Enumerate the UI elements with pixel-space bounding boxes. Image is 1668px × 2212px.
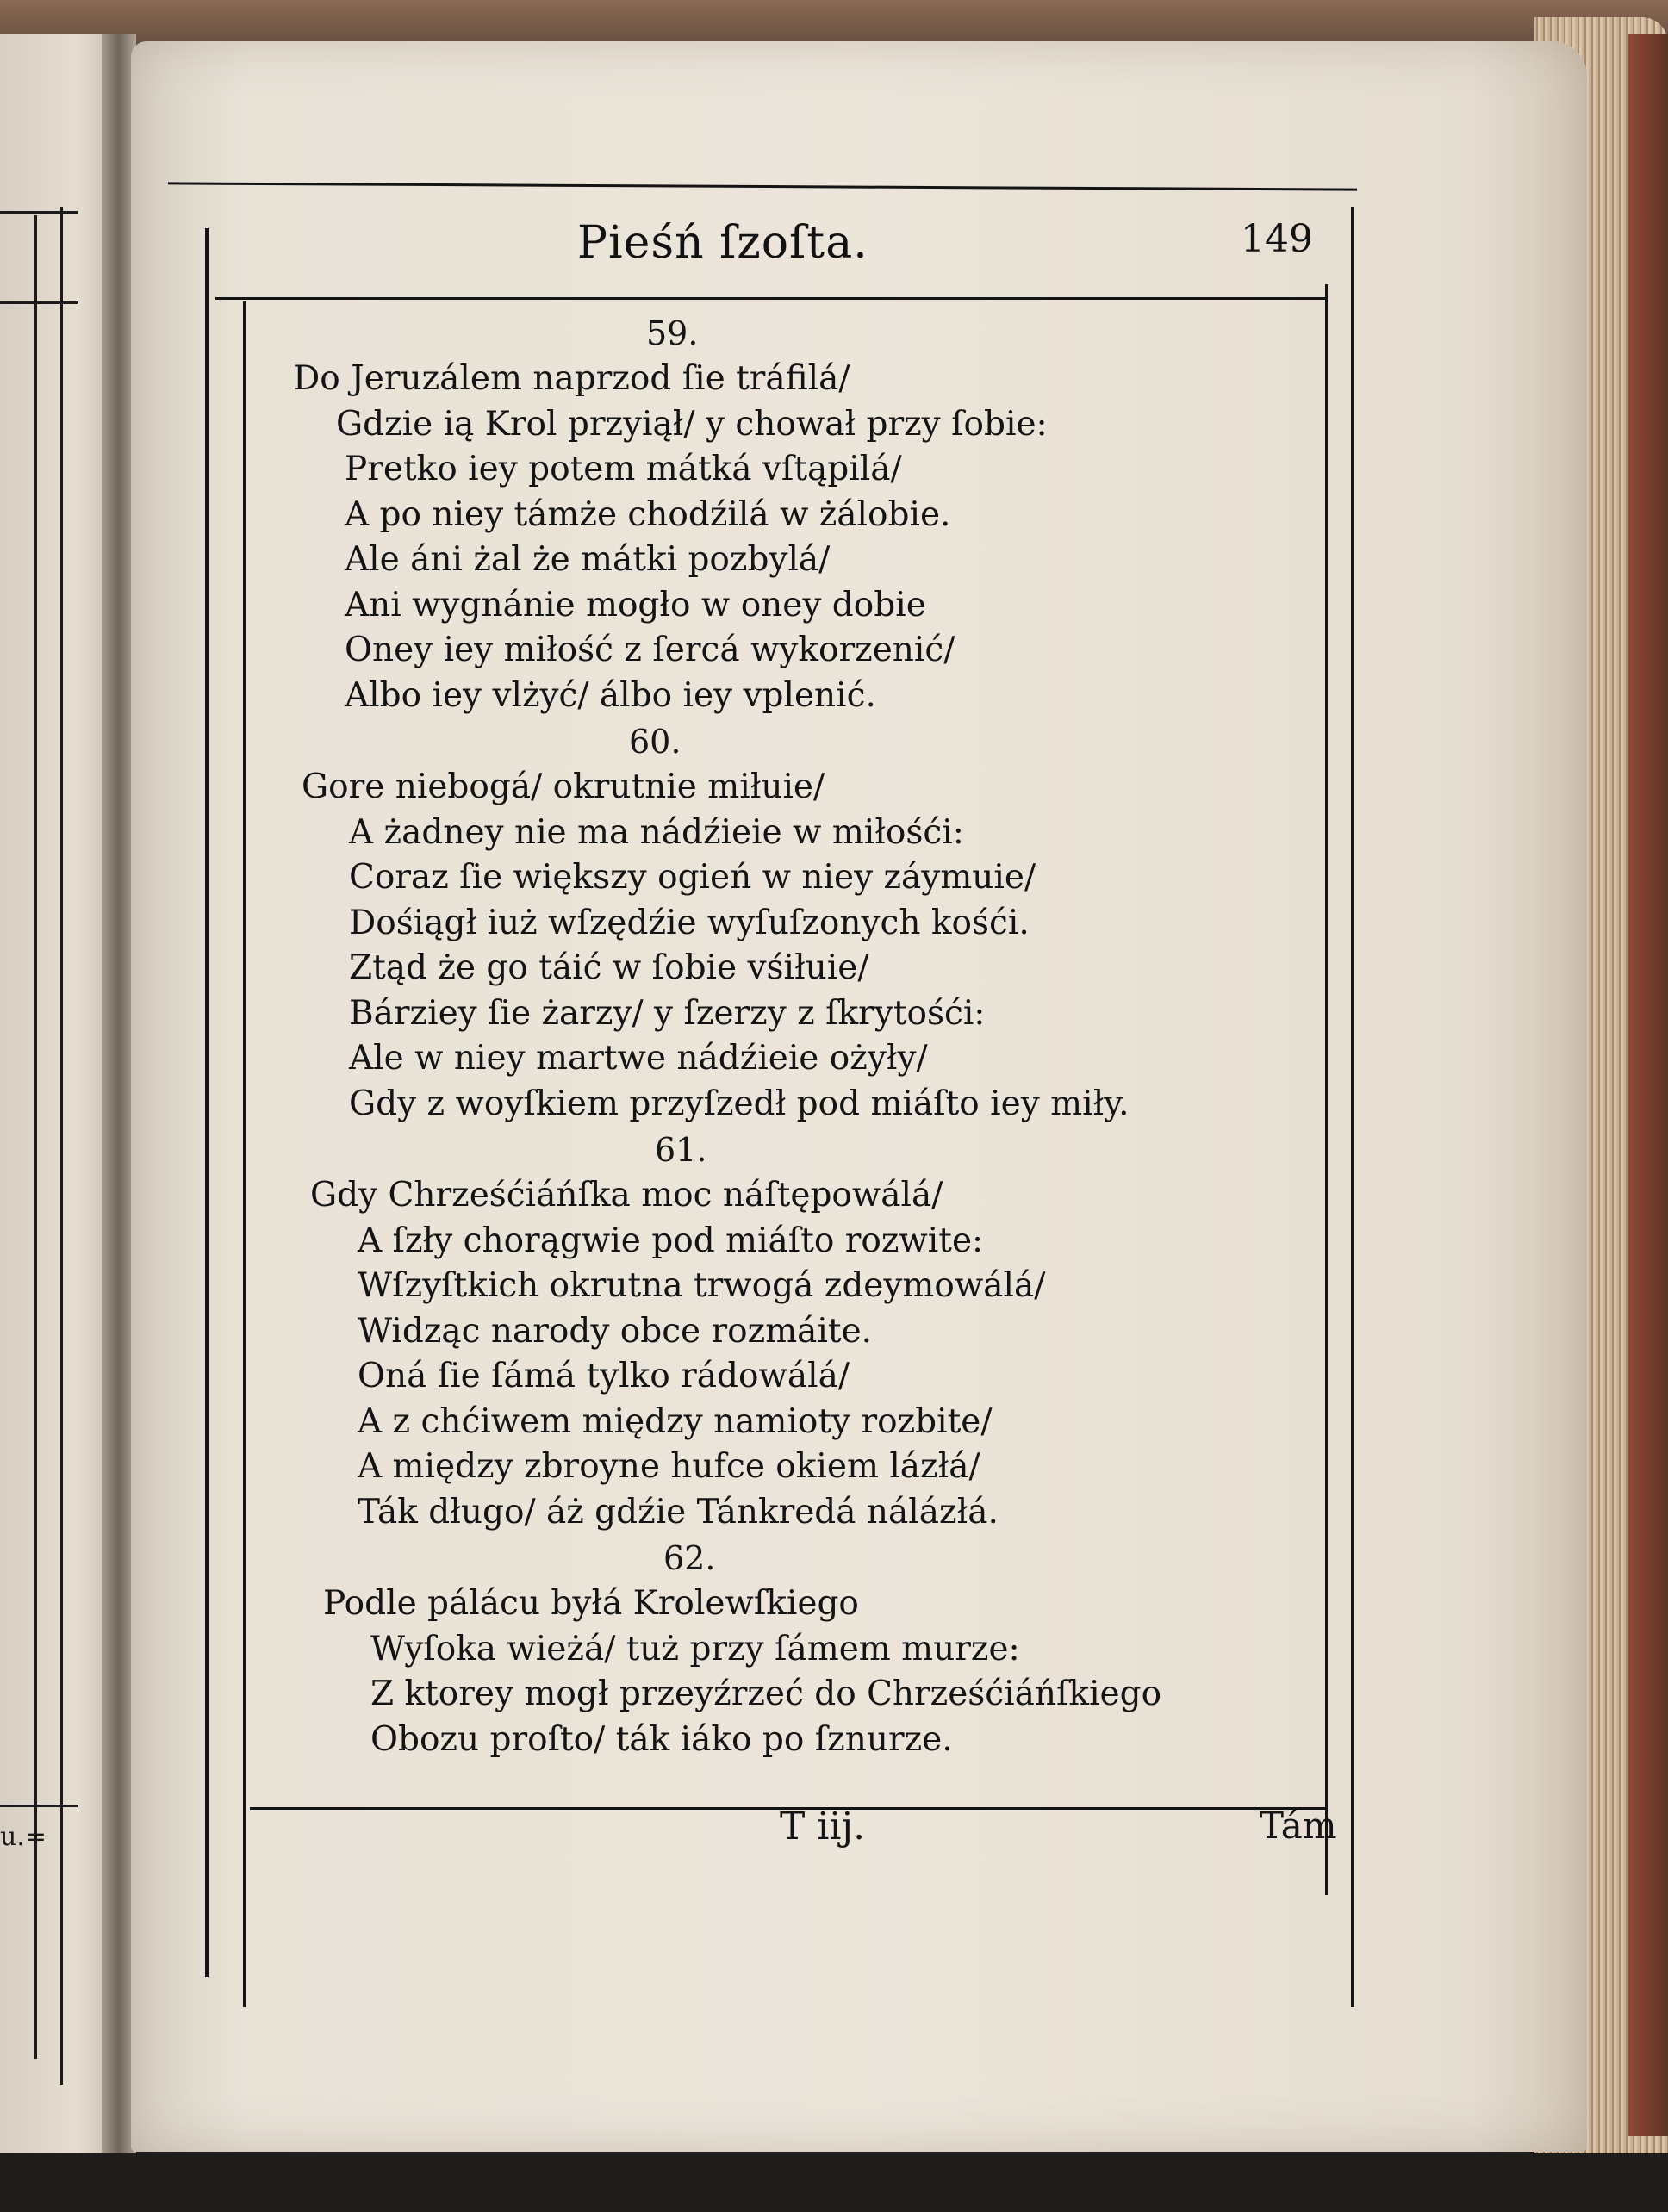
stanza-number: 62. (663, 1539, 716, 1577)
red-page-edge (1628, 34, 1668, 2136)
verse-line: Oná ſie ſámá tylko rádowálá/ (358, 1357, 850, 1395)
frame-left-outer-rule (205, 228, 208, 1977)
verse-line: Albo iey vlżyć/ álbo iey vplenić. (345, 675, 876, 715)
verse-line: Coraz ſie większy ogień w niey záymuie/ (349, 858, 1036, 897)
verse-line: Z ktorey mogł przeyźrzeć do Chrześćiáńſkiego (370, 1675, 1162, 1713)
verse-line: A żadney nie ma nádźieie w miłośći: (349, 812, 964, 852)
frame-right-outer-rule (1351, 207, 1354, 2007)
stanza (284, 718, 1232, 1127)
left-frame-rule (60, 207, 63, 2085)
verse-line: Gdzie ią Krol przyiął/ y chował przy ſobie: (336, 404, 1048, 444)
left-frame-rule (34, 215, 37, 2059)
stanza (284, 1535, 1232, 1762)
left-page-text-fragment: u.= (0, 1822, 47, 1852)
verse-line: Gore niebogá/ okrutnie miłuie/ (302, 767, 825, 806)
verse-line: A między zbroyne hufce okiem lázłá/ (358, 1447, 980, 1486)
verse-line: Oney iey miłość z ſercá wykorzenić/ (345, 631, 955, 669)
verse-line: Ztąd że go táić w ſobie vśiłuie/ (349, 948, 869, 987)
verse-line: Podle pálácu byłá Krolewſkiego (323, 1584, 859, 1623)
left-frame-rule (0, 1805, 78, 1807)
verse-line: Pretko iey potem mátká vſtąpilá/ (345, 450, 902, 488)
stanza-number: 59. (646, 314, 699, 352)
verse-line: Ale áni żal że mátki pozbylá/ (345, 540, 831, 579)
frame-header-rule (215, 297, 1327, 300)
frame-right-inner-rule (1325, 284, 1328, 1895)
verse-line: Gdy Chrześćiáńſka moc náſtępowálá/ (310, 1176, 943, 1215)
verse-line: Obozu proſto/ ták iáko po ſznurze. (370, 1719, 953, 1759)
page-number: 149 (1241, 217, 1313, 261)
stanza (284, 310, 1232, 718)
left-frame-rule (0, 211, 78, 214)
verse-line: Ale w niey martwe nádźieie ożyły/ (349, 1039, 928, 1078)
catchword: Tám (1260, 1805, 1337, 1847)
verse-line: Gdy z woyſkiem przyſzedł pod miáſto iey miły. (349, 1084, 1130, 1123)
verse-line: Do Jeruzálem naprzod ſie tráfilá/ (293, 359, 850, 398)
verse-line: A ſzły chorągwie pod miáſto rozwite: (358, 1221, 984, 1260)
poem-text (284, 310, 1232, 1762)
verse-line: A z chćiwem między namioty rozbite/ (358, 1401, 993, 1441)
stanza-number: 60. (629, 723, 682, 761)
stanza-number: 61. (655, 1131, 707, 1169)
verse-line: Ani wygnánie mogło w oney dobie (345, 585, 926, 624)
stanza (284, 1127, 1232, 1535)
verse-line: Ták długo/ áż gdźie Tánkredá nálázłá. (358, 1492, 999, 1532)
frame-left-inner-rule (243, 301, 246, 2007)
left-frame-rule (0, 301, 78, 304)
running-title: Pieśń ſzoſta. (577, 217, 868, 269)
verse-line: Wſzyſtkich okrutna trwogá zdeymowálá/ (358, 1266, 1046, 1305)
verse-line: Widząc narody obce rozmáite. (358, 1311, 873, 1351)
verse-line: Bárziey ſie żarzy/ y ſzerzy z ſkrytośći: (349, 993, 986, 1033)
verse-line: A po niey támże chodźilá w żálobie. (345, 494, 951, 534)
signature-mark: T iij. (780, 1805, 866, 1849)
verse-line: Dośiągł iuż wſzędźie wyſuſzonych kośći. (349, 903, 1030, 942)
verse-line: Wyſoka wieżá/ tuż przy ſámem murze: (370, 1629, 1020, 1668)
